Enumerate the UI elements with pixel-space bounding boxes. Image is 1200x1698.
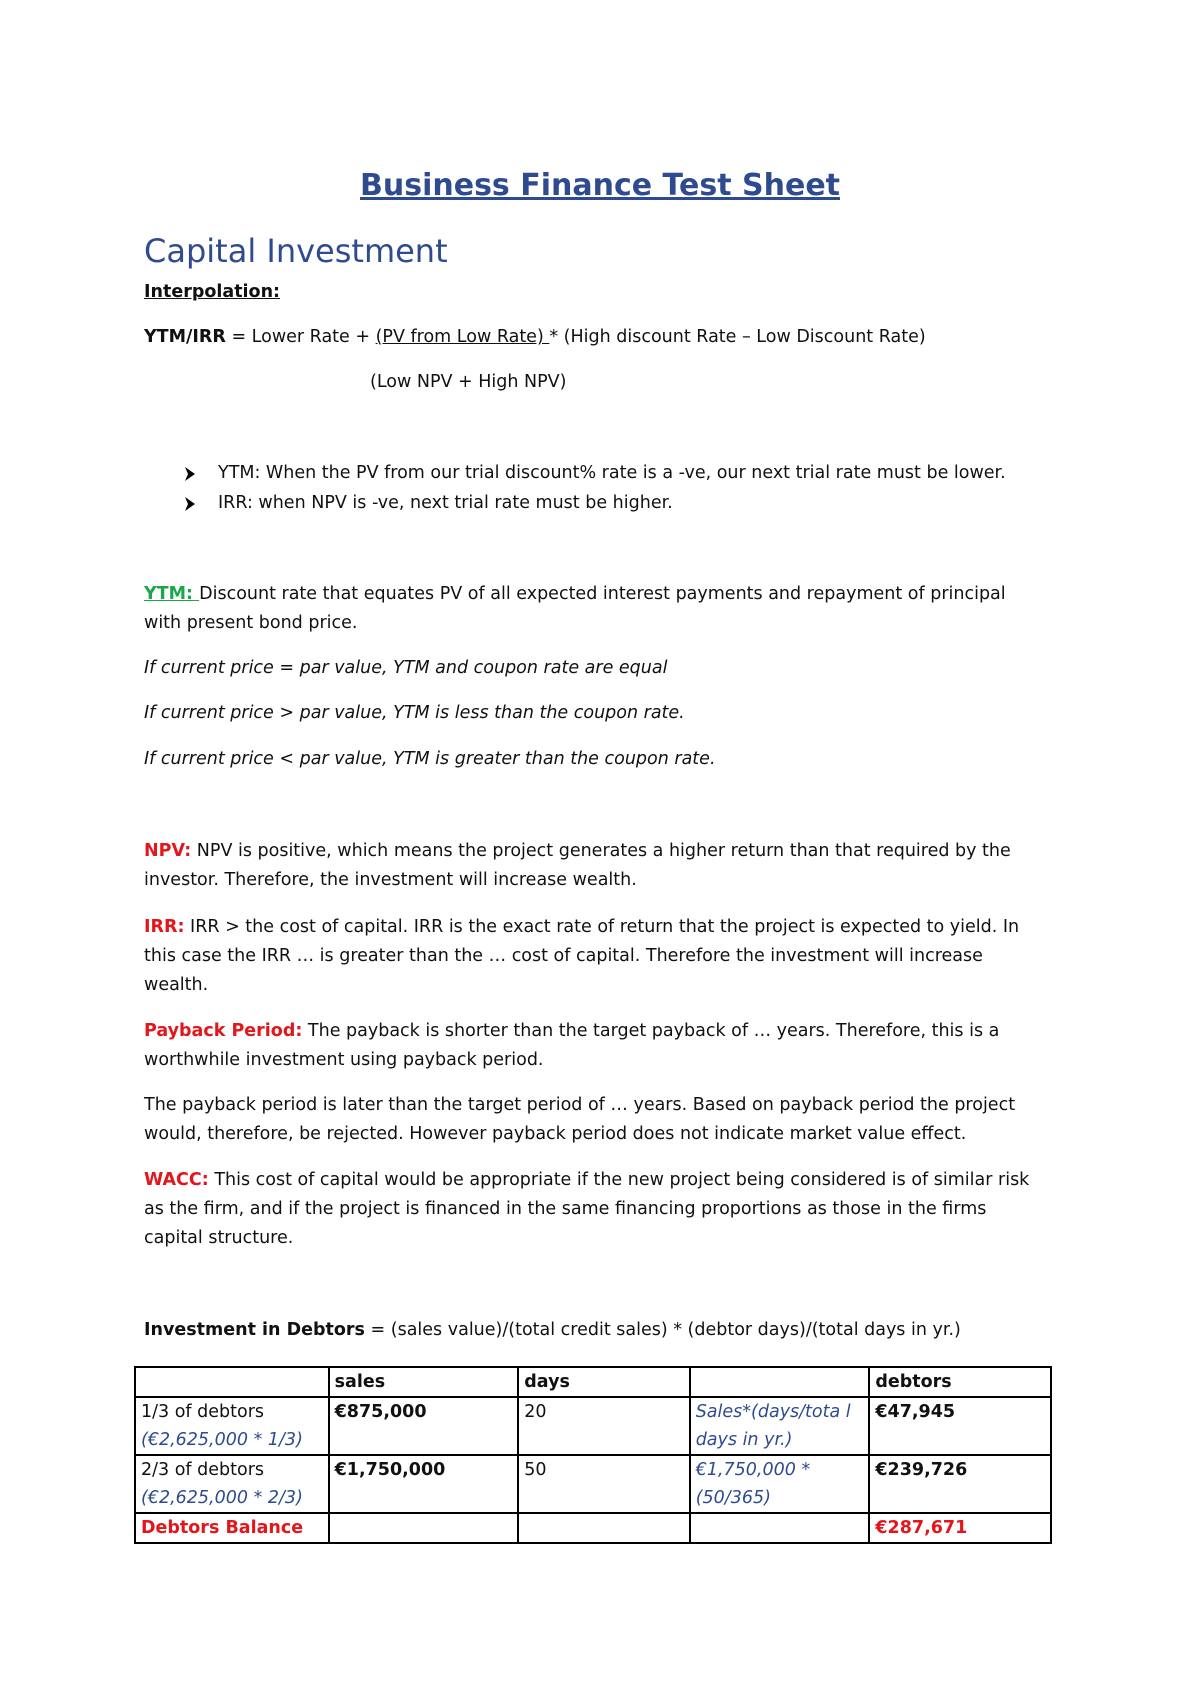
table-header-cell: days	[518, 1367, 689, 1397]
bullet-ytm: YTM: When the PV from our trial discount% rate is a -ve, our next trial rate must be lower.	[218, 463, 1006, 483]
row-label-sub: (€2,625,000 * 1/3)	[141, 1430, 303, 1450]
debtors-table	[134, 1366, 1052, 1544]
table-cell: Sales*(days/tota l days in yr.)	[690, 1397, 870, 1455]
table-row	[135, 1397, 1051, 1455]
table-cell: €1,750,000 * (50/365)	[690, 1455, 870, 1513]
table-cell: €875,000	[329, 1397, 519, 1455]
payback-line-1: The payback is shorter than the target payback of … years. Therefore, this is a	[302, 1021, 1000, 1041]
table-header-row	[135, 1367, 1051, 1397]
table-header-cell	[135, 1367, 329, 1397]
irr-line-1: IRR > the cost of capital. IRR is the exact rate of return that the project is expected to yield. In	[184, 917, 1020, 937]
interpolation-formula	[144, 323, 926, 352]
table-cell: 50	[518, 1455, 689, 1513]
npv-label: NPV:	[144, 841, 192, 861]
ytm-line-2: with present bond price.	[144, 613, 358, 633]
total-label: Debtors Balance	[135, 1513, 329, 1543]
debtors-formula-label: Investment in Debtors	[144, 1320, 365, 1340]
wacc-line-1: This cost of capital would be appropriate if the new project being considered is of similar risk	[208, 1170, 1030, 1190]
wacc-line-2: as the firm, and if the project is financed in the same financing proportions as those in the firms	[144, 1199, 987, 1219]
interpolation-label: Interpolation:	[144, 282, 281, 302]
table-header-cell: debtors	[869, 1367, 1051, 1397]
irr-line-3: wealth.	[144, 975, 209, 995]
payback-line-3: The payback period is later than the target period of … years. Based on payback period the project	[144, 1095, 1016, 1115]
ytm-case-3: If current price < par value, YTM is greater than the coupon rate.	[144, 749, 716, 769]
ytm-line-1: Discount rate that equates PV of all expected interest payments and repayment of principal	[199, 584, 1006, 604]
table-cell	[329, 1513, 519, 1543]
row-label-sub: (€2,625,000 * 2/3)	[141, 1488, 303, 1508]
npv-definition	[144, 837, 1011, 866]
bullet-irr: IRR: when NPV is -ve, next trial rate must be higher.	[218, 493, 673, 513]
npv-line-1: NPV is positive, which means the project generates a higher return than that required by the	[191, 841, 1011, 861]
ytm-case-2: If current price > par value, YTM is less than the coupon rate.	[144, 703, 685, 723]
irr-line-2: this case the IRR … is greater than the … cost of capital. Therefore the investment will increase	[144, 946, 983, 966]
table-total-row	[135, 1513, 1051, 1543]
payback-line-2: worthwhile investment using payback period.	[144, 1050, 544, 1070]
payback-label: Payback Period:	[144, 1021, 303, 1041]
payback-line-4: would, therefore, be rejected. However payback period does not indicate market value effect.	[144, 1124, 967, 1144]
table-cell	[518, 1513, 689, 1543]
table-header-cell: sales	[329, 1367, 519, 1397]
table-cell: €47,945	[869, 1397, 1051, 1455]
table-cell	[690, 1513, 870, 1543]
wacc-label: WACC:	[144, 1170, 209, 1190]
table-cell	[135, 1455, 329, 1513]
irr-label: IRR:	[144, 917, 185, 937]
formula-label: YTM/IRR	[144, 327, 226, 347]
ytm-definition	[144, 580, 1006, 609]
table-cell: €1,750,000	[329, 1455, 519, 1513]
arrow-bullet-icon	[184, 466, 196, 482]
debtors-formula-rest: = (sales value)/(total credit sales) * (debtor days)/(total days in yr.)	[364, 1320, 961, 1340]
formula-denominator: (Low NPV + High NPV)	[370, 372, 567, 392]
debtors-formula	[144, 1316, 961, 1345]
wacc-definition	[144, 1166, 1029, 1195]
row-label: 1/3 of debtors	[141, 1402, 265, 1422]
payback-definition	[144, 1017, 999, 1046]
formula-numerator: (PV from Low Rate)	[375, 327, 550, 347]
table-cell: €239,726	[869, 1455, 1051, 1513]
row-label: 2/3 of debtors	[141, 1460, 265, 1480]
table-header-cell	[690, 1367, 870, 1397]
section-heading: Capital Investment	[144, 232, 448, 270]
arrow-bullet-icon	[184, 496, 196, 512]
table-cell	[135, 1397, 329, 1455]
table-row	[135, 1455, 1051, 1513]
formula-eq: = Lower Rate +	[225, 327, 376, 347]
ytm-label: YTM:	[144, 584, 200, 604]
npv-line-2: investor. Therefore, the investment will increase wealth.	[144, 870, 637, 890]
formula-rest: * (High discount Rate – Low Discount Rate)	[549, 327, 926, 347]
irr-definition	[144, 913, 1019, 942]
total-value: €287,671	[869, 1513, 1051, 1543]
page-title: Business Finance Test Sheet	[360, 168, 840, 203]
ytm-case-1: If current price = par value, YTM and coupon rate are equal	[144, 658, 668, 678]
wacc-line-3: capital structure.	[144, 1228, 294, 1248]
table-cell: 20	[518, 1397, 689, 1455]
